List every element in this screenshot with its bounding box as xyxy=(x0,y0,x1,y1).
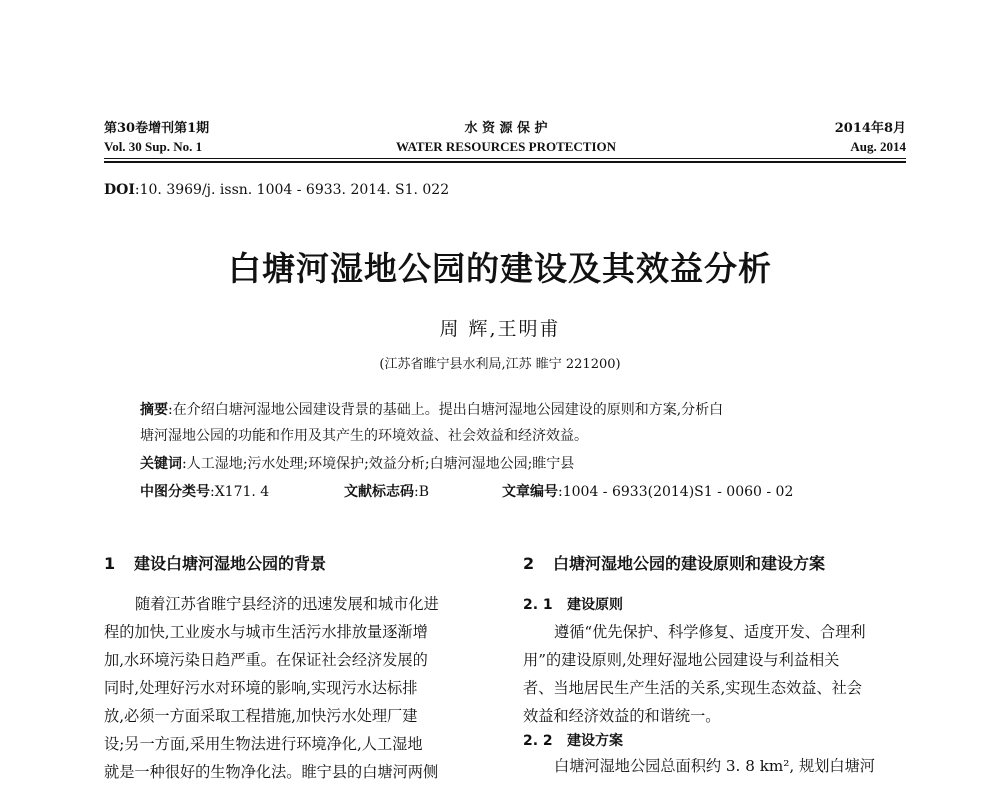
section-1-number: 1 xyxy=(104,554,116,573)
subsection-2-2-heading xyxy=(523,730,623,750)
header-rule-bottom xyxy=(104,161,906,163)
body-line: 同时,处理好污水对环境的影响,实现污水达标排 xyxy=(104,679,418,697)
article-number-field xyxy=(502,479,793,505)
section-1-heading xyxy=(104,551,326,574)
header-issue-cn: 第30卷增刊第1期 xyxy=(104,121,210,136)
abstract-line-1 xyxy=(140,397,723,423)
section-2-number: 2 xyxy=(523,554,535,573)
abstract-label: 摘要 xyxy=(140,402,168,418)
article-number-value: :1004 - 6933(2014)S1 - 0060 - 02 xyxy=(558,484,794,500)
abstract-text-1: :在介绍白塘河湿地公园建设背景的基础上。提出白塘河湿地公园建设的原则和方案,分析白 xyxy=(168,402,724,418)
section-2-title: 白塘河湿地公园的建设原则和建设方案 xyxy=(553,554,826,573)
keywords-label: 关键词 xyxy=(140,456,182,472)
body-line: 用”的建设原则,处理好湿地公园建设与利益相关 xyxy=(523,651,840,669)
paper-title: 白塘河湿地公园的建设及其效益分析 xyxy=(228,249,772,288)
affiliation: (江苏省睢宁县水利局,江苏 睢宁 221200) xyxy=(379,357,621,372)
doi-value: :10. 3969/j. issn. 1004 - 6933. 2014. S1. 022 xyxy=(134,182,450,198)
subsection-2-2-body xyxy=(523,752,909,780)
doc-code-value: :B xyxy=(414,484,430,500)
doi-label: DOI xyxy=(104,182,135,198)
subsection-2-1-heading xyxy=(523,594,623,614)
subsection-2-1-number: 2. 1 xyxy=(523,597,553,613)
header-date-en: Aug. 2014 xyxy=(850,139,906,154)
authors: 周 辉,王明甫 xyxy=(439,318,561,340)
body-line: 设;另一方面,采用生物法进行环境净化,人工湿地 xyxy=(104,735,423,753)
body-line: 效益和经济效益的和谐统一。 xyxy=(523,707,721,725)
keywords-value: :人工湿地;污水处理;环境保护;效益分析;白塘河湿地公园;睢宁县 xyxy=(182,456,575,472)
body-line: 就是一种很好的生物净化法。睢宁县的白塘河两侧 xyxy=(104,763,439,781)
subsection-2-1-body xyxy=(523,618,909,730)
section-1-title: 建设白塘河湿地公园的背景 xyxy=(134,554,327,573)
body-line: 加,水环境污染日趋严重。在保证社会经济发展的 xyxy=(104,651,428,669)
header-date-cn: 2014年8月 xyxy=(834,121,906,136)
doc-code-label: 文献标志码 xyxy=(344,484,414,500)
section-2-heading xyxy=(523,551,825,574)
subsection-2-1-title: 建设原则 xyxy=(567,597,623,613)
subsection-2-2-number: 2. 2 xyxy=(523,733,553,749)
keywords-line xyxy=(140,451,574,477)
body-line: 随着江苏省睢宁县经济的迅速发展和城市化进 xyxy=(135,595,439,613)
header-issue-en: Vol. 30 Sup. No. 1 xyxy=(104,139,203,154)
header-journal-cn: 水 资 源 保 护 xyxy=(464,121,548,136)
body-line: 者、当地居民生产生活的关系,实现生态效益、社会 xyxy=(523,679,862,697)
clc-value: :X171. 4 xyxy=(210,484,270,500)
clc-field xyxy=(140,479,269,505)
body-line: 遵循“优先保护、科学修复、适度开发、合理利 xyxy=(554,623,866,641)
abstract-line-2: 塘河湿地公园的功能和作用及其产生的环境效益、社会效益和经济效益。 xyxy=(140,428,588,444)
doc-code-field xyxy=(344,479,429,505)
subsection-2-2-title: 建设方案 xyxy=(567,733,623,749)
body-line: 程的加快,工业废水与城市生活污水排放量逐渐增 xyxy=(104,623,428,641)
doi-line xyxy=(104,182,449,198)
clc-label: 中图分类号 xyxy=(140,484,210,500)
body-line: 放,必须一方面采取工程措施,加快污水处理厂建 xyxy=(104,707,418,725)
header-journal-en: WATER RESOURCES PROTECTION xyxy=(395,139,617,154)
header-rule-top xyxy=(104,158,906,159)
body-line: 白塘河湿地公园总面积约 3. 8 km², 规划白塘河 xyxy=(554,757,875,775)
article-number-label: 文章编号 xyxy=(502,484,558,500)
section-1-body xyxy=(104,590,490,786)
